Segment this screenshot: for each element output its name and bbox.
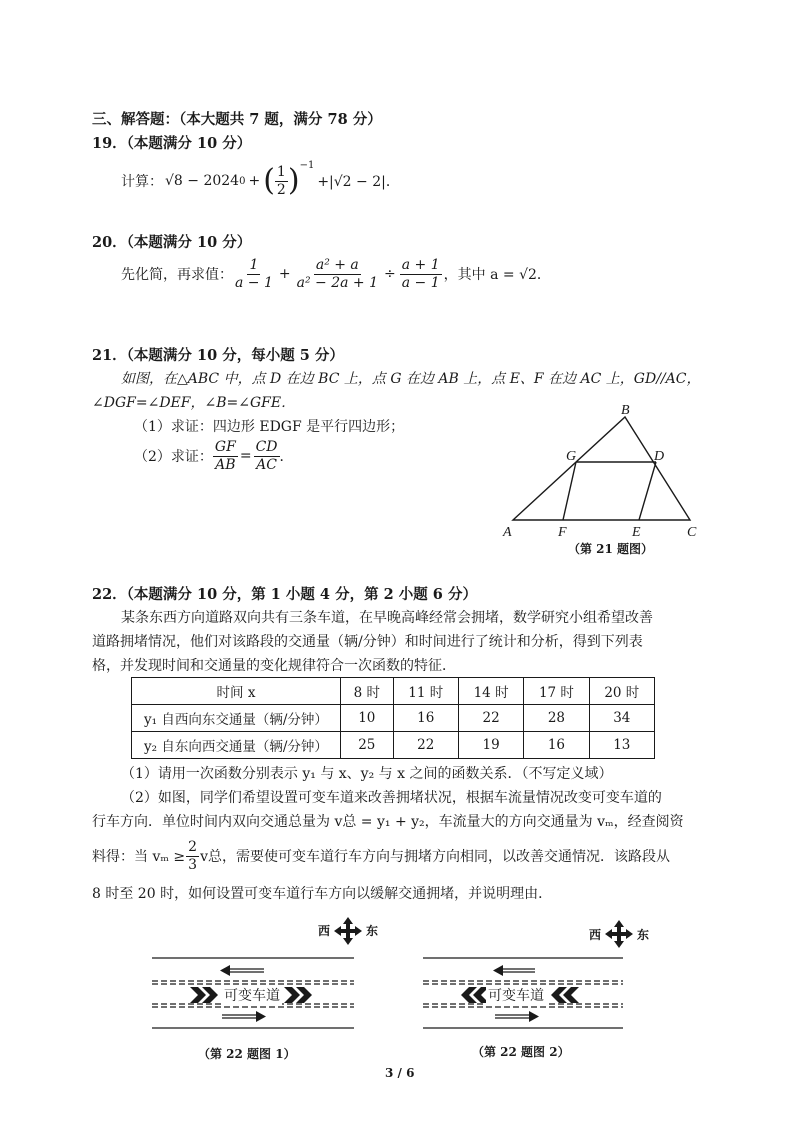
q19-half-den: 2 <box>276 181 286 198</box>
q21-part1: （1）求证：四边形 EDGF 是平行四边形； <box>134 419 405 435</box>
q19-exp-zero: 0 <box>239 175 246 187</box>
q22-frac-den: 3 <box>188 856 198 873</box>
q19-half-fraction <box>275 164 288 197</box>
label-c: C <box>687 525 697 540</box>
label-b: B <box>621 403 630 418</box>
table-header-cell: 8 时 <box>341 678 394 705</box>
q21-frac2-num: CD <box>255 439 278 456</box>
q22-part2-line1: （2）如图，同学们希望设置可变车道来改善拥堵状况，根据车流量情况改变可变车道的 <box>121 790 662 806</box>
fig2-lane-label: 可变车道 <box>486 985 546 1005</box>
q20-op2: ÷ <box>384 266 396 282</box>
q21-frac1-num: GF <box>214 439 236 456</box>
q19-expr-b: +|√2 − 2|． <box>317 174 400 190</box>
fig1-chevrons-right-right-icon <box>284 987 312 1003</box>
label-g: G <box>566 449 577 464</box>
q22-para3: 格，并发现时间和交通量的变化规律符合一次函数的特征． <box>92 658 456 674</box>
fig1-arrow-left-icon <box>220 965 264 976</box>
table-header-cell: 14 时 <box>458 678 523 705</box>
table-cell: 10 <box>341 705 394 732</box>
fig1-chevrons-right-left-icon <box>190 987 218 1003</box>
q19-title: 19．（本题满分 10 分） <box>92 135 252 152</box>
q19-expression <box>121 158 400 204</box>
table-cell: 28 <box>524 705 589 732</box>
table-header-cell: 11 时 <box>393 678 458 705</box>
page-number: 3 / 6 <box>385 1066 415 1080</box>
q22-part2-line4: 8 时至 20 时，如何设置可变车道行车方向以缓解交通拥堵，并说明理由． <box>92 886 553 902</box>
table-cell: 34 <box>589 705 654 732</box>
q22-two-thirds-fraction <box>186 839 199 872</box>
table-cell: 16 <box>393 705 458 732</box>
q21-title: 21．（本题满分 10 分，每小题 5 分） <box>92 347 344 364</box>
q20-fraction-2 <box>295 257 380 290</box>
table-cell: 22 <box>393 732 458 759</box>
table-header-cell: 20 时 <box>589 678 654 705</box>
q20-f1-num: 1 <box>249 257 259 274</box>
q19-left-paren: ( <box>263 163 275 198</box>
q19-expr-a: √8 − 2024 <box>165 173 240 189</box>
q19-exp-neg1: −1 <box>299 160 315 171</box>
q21-line1: 如图，在△ABC 中，点 D 在边 BC 上，点 G 在边 AB 上，点 E、F 在边 AC 上，GD//AC， <box>121 371 701 387</box>
q19-half-num: 1 <box>276 164 286 181</box>
q20-fraction-3 <box>400 257 442 290</box>
q22-data-table <box>131 677 655 759</box>
fig2-arrow-left-icon <box>493 965 535 976</box>
q20-op1: + <box>278 266 291 282</box>
table-header-cell: 17 时 <box>524 678 589 705</box>
q19-plus: + <box>248 173 261 189</box>
q21-fraction-1 <box>213 439 238 472</box>
q21-fraction-2 <box>254 439 280 472</box>
q22-para2: 道路拥堵情况，他们对该路段的交通量（辆/分钟）和时间进行了统计和分析，得到下列表 <box>92 634 643 650</box>
label-a: A <box>503 525 512 540</box>
q20-f3-num: a + 1 <box>401 257 440 274</box>
q20-expression <box>121 252 551 296</box>
fig1-west-label: 西 <box>318 924 331 938</box>
table-header-row <box>132 678 655 705</box>
fig1-east-label: 东 <box>366 924 379 938</box>
label-d: D <box>654 449 665 464</box>
q19-right-paren: ) <box>287 163 300 198</box>
table-cell: 25 <box>341 732 394 759</box>
segment-de <box>639 462 656 520</box>
table-header-cell: 时间 x <box>132 678 341 705</box>
q20-f2-den: a² − 2a + 1 <box>296 274 379 291</box>
q20-f1-den: a − 1 <box>235 274 273 291</box>
section-header: 三、解答题：（本大题共 7 题，满分 78 分） <box>92 111 382 128</box>
q22-frac-num: 2 <box>188 839 198 856</box>
q22-part2-line3b: v总，需要使可变车道行车方向与拥堵方向相同，以改善交通情况．该路段从 <box>200 849 670 865</box>
fig1-arrow-right-icon <box>222 1011 266 1022</box>
table-cell: 13 <box>589 732 654 759</box>
fig1-lane-label: 可变车道 <box>222 985 282 1005</box>
table-cell: 22 <box>458 705 523 732</box>
q19-lead: 计算： <box>121 174 163 190</box>
q22-part2-line2: 行车方向．单位时间内双向交通总量为 v总 = y₁ + y₂，车流量大的方向交通量为 vₘ，经查阅资 <box>92 814 684 830</box>
fig2-chevrons-left-right-icon <box>551 987 579 1003</box>
q21-eq: = <box>239 448 252 464</box>
triangle-abc <box>513 417 690 520</box>
table-cell: y₁ 自西向东交通量（辆/分钟） <box>132 705 341 732</box>
q21-frac1-den: AB <box>215 456 236 473</box>
fig2-arrow-right-icon <box>495 1011 539 1022</box>
fig2-west-label: 西 <box>589 928 602 942</box>
fig2-east-label: 东 <box>637 928 650 942</box>
fig1-compass-icon <box>334 917 362 945</box>
q22-part2-line3a: 料得：当 vₘ ≥ <box>92 849 186 865</box>
q21-frac2-den: AC <box>256 456 277 473</box>
table-row <box>132 732 655 759</box>
table-cell: 16 <box>524 732 589 759</box>
q20-f3-den: a − 1 <box>401 274 440 291</box>
label-f: F <box>558 525 567 540</box>
q22-para1: 某条东西方向道路双向共有三条车道，在早晚高峰经常会拥堵，数学研究小组希望改善 <box>121 610 653 626</box>
q22-part2-line3 <box>92 838 670 874</box>
q20-tail: ，其中 a = √2． <box>443 267 551 283</box>
q22-title: 22．（本题满分 10 分，第 1 小题 4 分，第 2 小题 6 分） <box>92 586 477 603</box>
q21-caption: （第 21 题图） <box>568 542 654 556</box>
segment-gf <box>563 462 576 520</box>
q20-lead: 先化简，再求值： <box>121 267 233 283</box>
q20-fraction-1 <box>233 257 275 290</box>
fig2-caption: （第 22 题图 2） <box>472 1045 570 1059</box>
label-e: E <box>632 525 641 540</box>
q21-line2: ∠DGF=∠DEF，∠B=∠GFE． <box>92 395 296 411</box>
q21-triangle-figure <box>495 400 710 560</box>
q21-part2-lead: （2）求证： <box>134 449 213 465</box>
fig2-chevrons-left-left-icon <box>461 987 489 1003</box>
q20-f2-num: a² + a <box>315 257 359 274</box>
q22-part1: （1）请用一次函数分别表示 y₁ 与 x、y₂ 与 x 之间的函数关系．（不写定义域） <box>121 766 613 782</box>
table-cell: 19 <box>458 732 523 759</box>
fig1-caption: （第 22 题图 1） <box>198 1047 296 1061</box>
table-cell: y₂ 自东向西交通量（辆/分钟） <box>132 732 341 759</box>
table-row <box>132 705 655 732</box>
fig2-compass-icon <box>605 920 633 948</box>
q21-part2 <box>134 436 294 476</box>
q20-title: 20．（本题满分 10 分） <box>92 234 252 251</box>
q21-end: ． <box>279 449 294 465</box>
